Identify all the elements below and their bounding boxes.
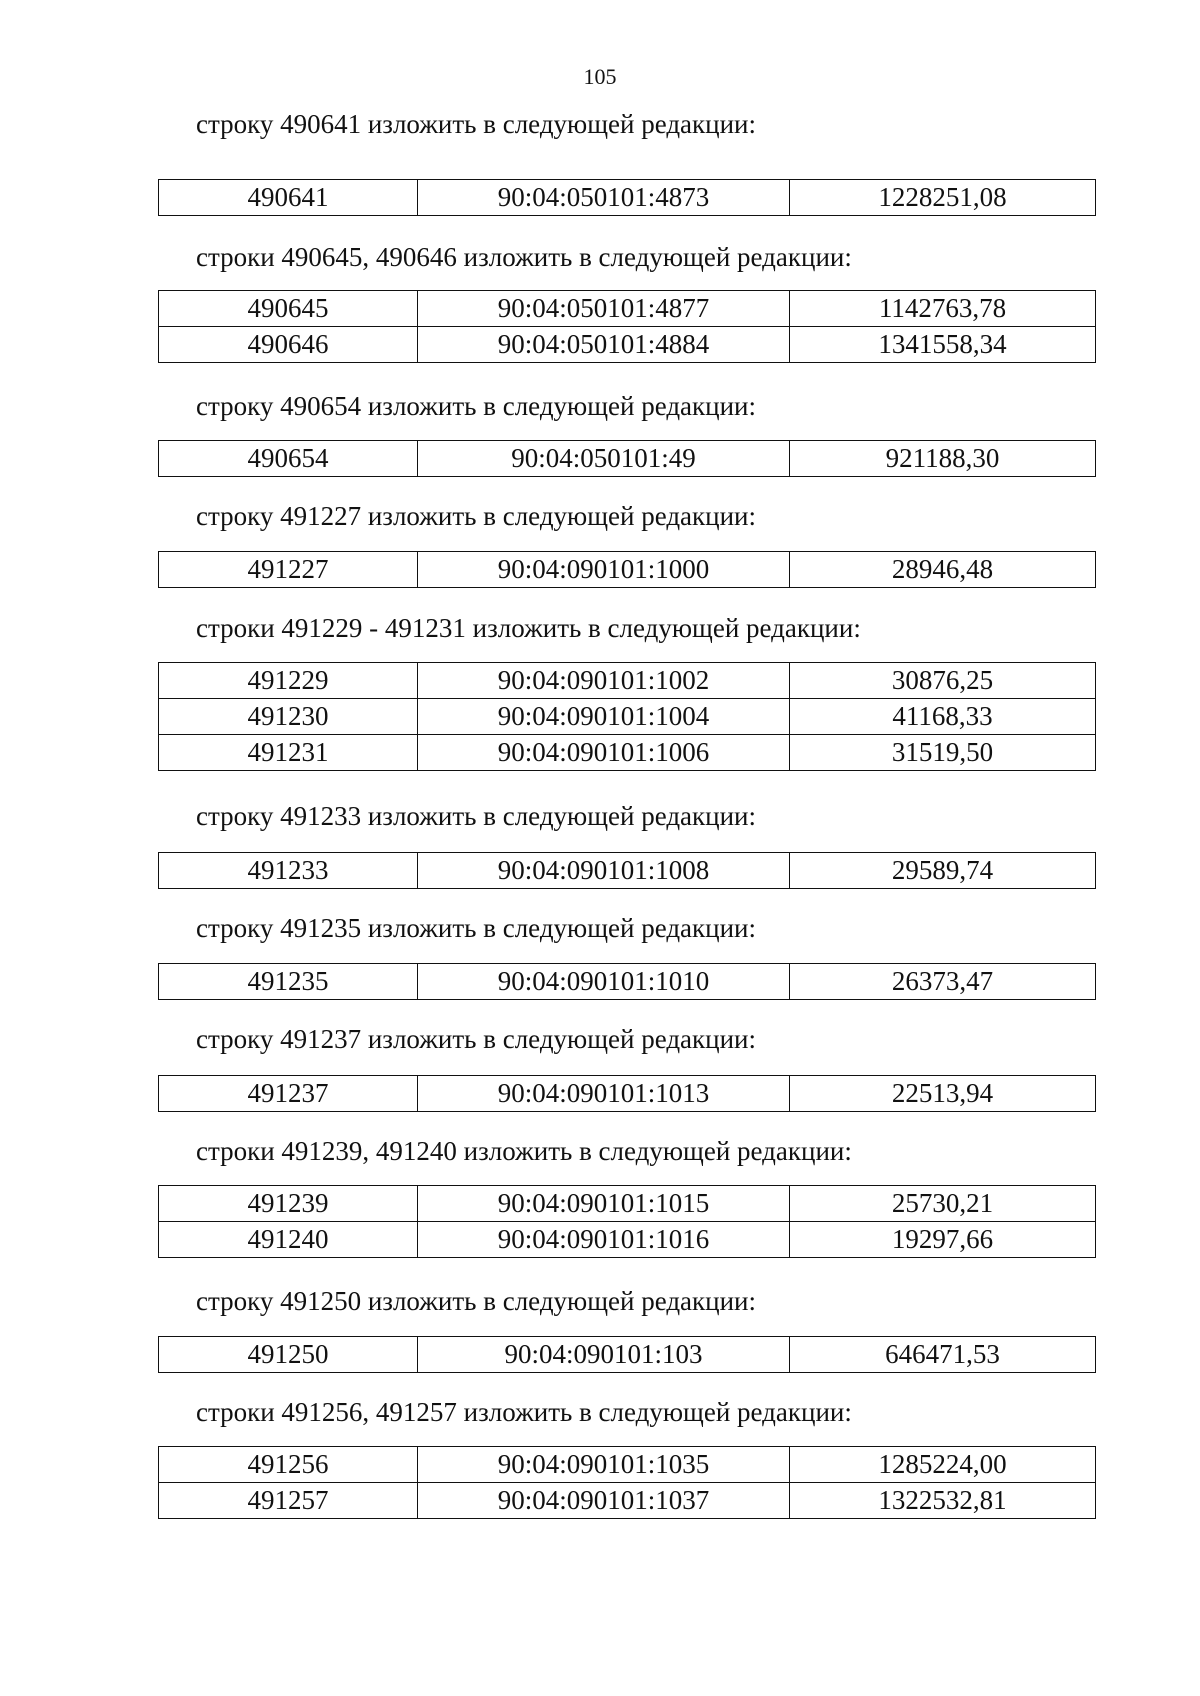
row-number-cell: 491256: [159, 1447, 418, 1483]
value-cell: 1228251,08: [790, 180, 1096, 216]
table-row: [159, 1076, 1096, 1112]
value-cell: 921188,30: [790, 441, 1096, 477]
amendment-intro: строку 491250 изложить в следующей редакции:: [196, 1286, 757, 1316]
cadastral-number-cell: 90:04:050101:49: [418, 441, 790, 477]
row-number-cell: 491240: [159, 1222, 418, 1258]
row-number-cell: 491237: [159, 1076, 418, 1112]
table-row: [159, 180, 1096, 216]
amendment-table: [158, 551, 1096, 588]
cadastral-number-cell: 90:04:090101:1035: [418, 1447, 790, 1483]
amendment-intro: строку 490654 изложить в следующей редакции:: [196, 391, 757, 421]
amendment-table: [158, 440, 1096, 477]
cadastral-number-cell: 90:04:090101:1010: [418, 964, 790, 1000]
amendment-table: [158, 1185, 1096, 1258]
cadastral-number-cell: 90:04:090101:1004: [418, 699, 790, 735]
table-row: [159, 441, 1096, 477]
row-number-cell: 491227: [159, 552, 418, 588]
amendment-table: [158, 1075, 1096, 1112]
value-cell: 1341558,34: [790, 327, 1096, 363]
value-cell: 1142763,78: [790, 291, 1096, 327]
amendment-intro: строки 491256, 491257 изложить в следующей редакции:: [196, 1397, 852, 1427]
amendment-intro: строку 491237 изложить в следующей редакции:: [196, 1024, 757, 1054]
value-cell: 31519,50: [790, 735, 1096, 771]
table-row: [159, 1337, 1096, 1373]
row-number-cell: 491230: [159, 699, 418, 735]
row-number-cell: 491235: [159, 964, 418, 1000]
cadastral-number-cell: 90:04:090101:1002: [418, 663, 790, 699]
cadastral-number-cell: 90:04:090101:1037: [418, 1483, 790, 1519]
table-row: [159, 552, 1096, 588]
cadastral-number-cell: 90:04:050101:4877: [418, 291, 790, 327]
row-number-cell: 491233: [159, 853, 418, 889]
cadastral-number-cell: 90:04:090101:1000: [418, 552, 790, 588]
table-row: [159, 1483, 1096, 1519]
value-cell: 646471,53: [790, 1337, 1096, 1373]
row-number-cell: 491239: [159, 1186, 418, 1222]
table-row: [159, 1222, 1096, 1258]
cadastral-number-cell: 90:04:090101:1015: [418, 1186, 790, 1222]
amendment-intro: строку 491233 изложить в следующей редакции:: [196, 801, 757, 831]
amendment-table: [158, 290, 1096, 363]
value-cell: 1285224,00: [790, 1447, 1096, 1483]
amendment-table: [158, 1336, 1096, 1373]
amendment-intro: строки 491229 - 491231 изложить в следующей редакции:: [196, 613, 861, 643]
value-cell: 22513,94: [790, 1076, 1096, 1112]
amendment-table: [158, 179, 1096, 216]
table-row: [159, 291, 1096, 327]
value-cell: 26373,47: [790, 964, 1096, 1000]
row-number-cell: 491231: [159, 735, 418, 771]
amendment-table: [158, 1446, 1096, 1519]
page-number: 105: [583, 64, 617, 89]
row-number-cell: 490645: [159, 291, 418, 327]
table-row: [159, 1186, 1096, 1222]
amendment-intro: строки 490645, 490646 изложить в следующей редакции:: [196, 242, 852, 272]
amendment-table: [158, 662, 1096, 771]
table-row: [159, 327, 1096, 363]
row-number-cell: 491257: [159, 1483, 418, 1519]
table-row: [159, 853, 1096, 889]
table-row: [159, 699, 1096, 735]
value-cell: 41168,33: [790, 699, 1096, 735]
value-cell: 25730,21: [790, 1186, 1096, 1222]
value-cell: 19297,66: [790, 1222, 1096, 1258]
table-row: [159, 735, 1096, 771]
value-cell: 30876,25: [790, 663, 1096, 699]
amendment-intro: строку 490641 изложить в следующей редакции:: [196, 109, 757, 139]
cadastral-number-cell: 90:04:090101:1016: [418, 1222, 790, 1258]
amendment-table: [158, 852, 1096, 889]
table-row: [159, 1447, 1096, 1483]
table-row: [159, 663, 1096, 699]
value-cell: 1322532,81: [790, 1483, 1096, 1519]
cadastral-number-cell: 90:04:090101:1008: [418, 853, 790, 889]
value-cell: 28946,48: [790, 552, 1096, 588]
row-number-cell: 490654: [159, 441, 418, 477]
amendment-intro: строку 491227 изложить в следующей редакции:: [196, 501, 757, 531]
cadastral-number-cell: 90:04:050101:4873: [418, 180, 790, 216]
cadastral-number-cell: 90:04:090101:1006: [418, 735, 790, 771]
amendment-intro: строку 491235 изложить в следующей редакции:: [196, 913, 757, 943]
row-number-cell: 490641: [159, 180, 418, 216]
value-cell: 29589,74: [790, 853, 1096, 889]
table-row: [159, 964, 1096, 1000]
cadastral-number-cell: 90:04:050101:4884: [418, 327, 790, 363]
cadastral-number-cell: 90:04:090101:1013: [418, 1076, 790, 1112]
amendment-table: [158, 963, 1096, 1000]
row-number-cell: 490646: [159, 327, 418, 363]
row-number-cell: 491250: [159, 1337, 418, 1373]
amendment-intro: строки 491239, 491240 изложить в следующей редакции:: [196, 1136, 852, 1166]
row-number-cell: 491229: [159, 663, 418, 699]
cadastral-number-cell: 90:04:090101:103: [418, 1337, 790, 1373]
